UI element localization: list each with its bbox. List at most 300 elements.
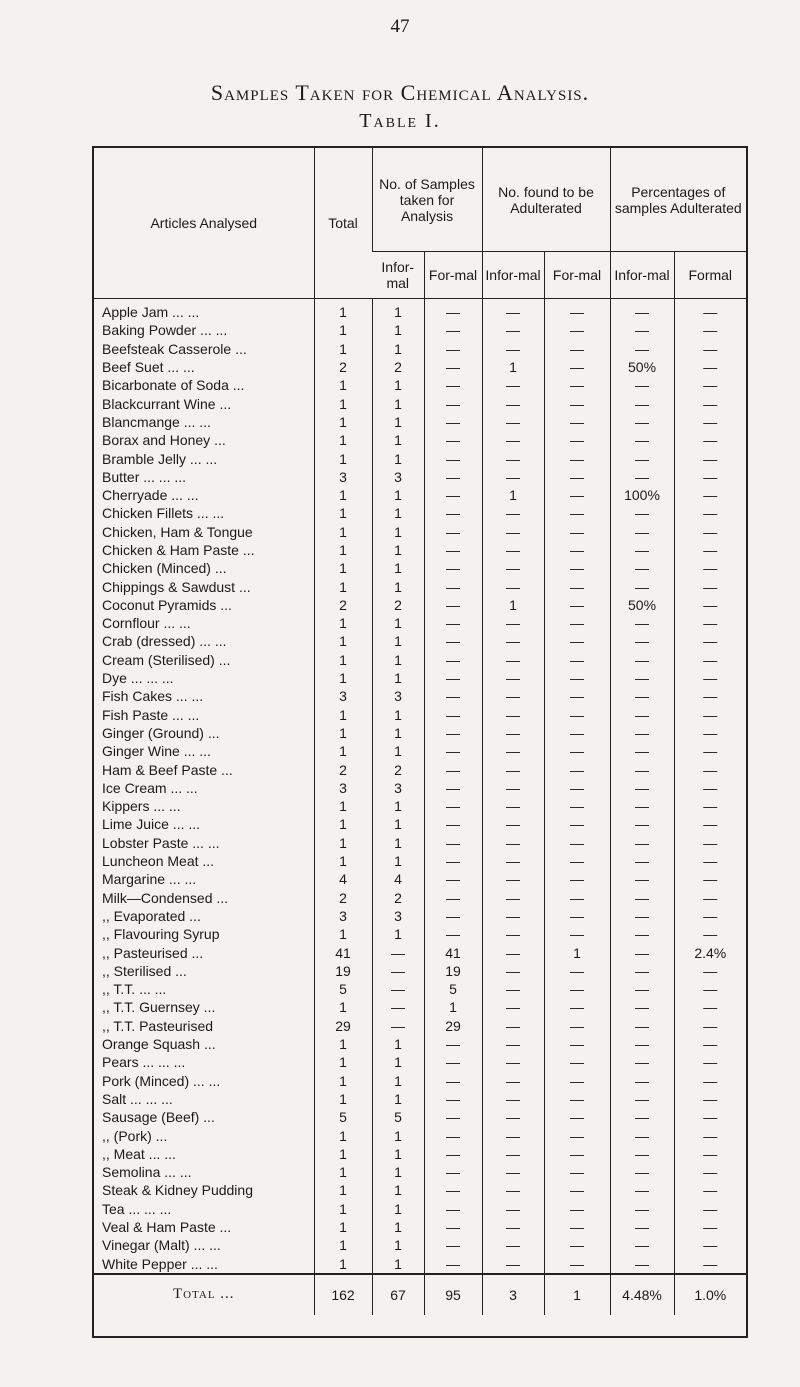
table-cell: 1 [314,1236,372,1254]
table-cell: — [544,687,610,705]
table-row [94,1108,746,1126]
table-cell: 50% [610,596,674,614]
table-cell: — [610,632,674,650]
table-cell: — [544,651,610,669]
table-cell: 1 [314,449,372,467]
article-name: Ice Cream ... ... [102,779,198,796]
table-cell: — [544,577,610,595]
table-cell: — [610,1017,674,1035]
table-cell: — [424,614,482,632]
table-cell: — [482,468,544,486]
table-cell: — [372,998,424,1016]
table-cell: — [482,834,544,852]
table-row [94,1017,746,1035]
table-cell: — [544,1236,610,1254]
table-cell: 1 [372,1181,424,1199]
table-cell: — [482,1126,544,1144]
table-cell: — [424,413,482,431]
table-cell: — [544,504,610,522]
table-cell: — [610,1218,674,1236]
table-cell: 1 [314,852,372,870]
table-cell: — [674,299,746,322]
table-cell: — [424,870,482,888]
article-name: Butter ... ... ... [102,468,187,485]
table-row [94,943,746,961]
table-cell: — [482,962,544,980]
table-cell: 2 [314,760,372,778]
table-cell: — [610,1181,674,1199]
table-cell: 1 [314,1071,372,1089]
table-cell: — [674,815,746,833]
article-name: Beef Suet ... ... [102,359,195,376]
table-cell: 29 [314,1017,372,1035]
table-cell: 1 [314,815,372,833]
totals-cell: 162 [314,1274,372,1315]
table-cell: — [544,815,610,833]
table-cell: — [424,760,482,778]
table-cell: — [674,907,746,925]
table-cell: — [482,1017,544,1035]
table-cell: — [610,742,674,760]
table-cell: 1 [372,1035,424,1053]
table-cell: — [674,651,746,669]
table-cell: — [674,797,746,815]
table-row [94,779,746,797]
table-cell: — [610,1145,674,1163]
table-cell: 1 [314,1090,372,1108]
table-cell: — [610,797,674,815]
table-row [94,724,746,742]
table-cell: — [424,1181,482,1199]
table-cell: — [482,669,544,687]
table-cell: — [372,962,424,980]
table-cell: — [482,1053,544,1071]
table-row [94,742,746,760]
table-cell: — [544,1163,610,1181]
table-cell: — [424,358,482,376]
table-cell: — [610,907,674,925]
analysis-table-frame [92,146,748,1338]
table-cell: — [424,687,482,705]
table-cell: — [424,577,482,595]
table-row [94,468,746,486]
table-cell: 1 [314,1200,372,1218]
table-cell: — [674,1035,746,1053]
table-cell: 1 [314,998,372,1016]
table-cell: 1 [314,340,372,358]
table-cell: 1 [372,1236,424,1254]
table-cell: 3 [314,687,372,705]
table-cell: 19 [424,962,482,980]
article-name: Chicken & Ham Paste ... [102,542,255,558]
table-cell: — [482,925,544,943]
table-cell: 1 [372,724,424,742]
table-cell: — [610,724,674,742]
table-cell: — [544,1181,610,1199]
article-name: Semolina ... ... [102,1164,192,1181]
table-cell: — [424,559,482,577]
table-cell: — [674,449,746,467]
table-cell: — [482,706,544,724]
table-row [94,1090,746,1108]
table-cell: 1 [372,797,424,815]
article-name: Coconut Pyramids ... [102,596,232,613]
table-cell: 3 [314,907,372,925]
table-cell: — [544,1108,610,1126]
table-cell: — [674,724,746,742]
table-row [94,504,746,522]
article-name: Ginger (Ground) ... [102,724,220,741]
article-name: Pork (Minced) ... ... [102,1072,221,1089]
table-cell: 1 [372,1145,424,1163]
table-row [94,834,746,852]
table-cell: — [610,321,674,339]
table-cell: 1 [314,577,372,595]
table-cell: — [482,340,544,358]
table-cell: — [544,889,610,907]
table-cell: — [482,431,544,449]
table-cell: — [610,815,674,833]
table-cell: — [610,651,674,669]
article-name: Borax and Honey ... [102,432,226,449]
table-cell: — [610,1254,674,1273]
table-cell: — [674,1200,746,1218]
table-cell: — [674,596,746,614]
table-row [94,632,746,650]
table-cell: — [424,1254,482,1273]
table-cell: 1 [424,998,482,1016]
table-cell: — [372,980,424,998]
article-name: Sausage (Beef) ... [102,1109,215,1126]
table-cell: — [482,779,544,797]
table-cell: — [424,596,482,614]
table-cell: — [610,431,674,449]
table-cell: 1 [372,559,424,577]
table-cell: — [424,1035,482,1053]
table-cell: — [424,541,482,559]
table-cell: — [674,358,746,376]
article-name: Blancmange ... ... [102,413,211,430]
header-percent-formal: Formal [674,252,746,299]
article-name: Chippings & Sawdust ... [102,578,251,595]
article-name: Bramble Jelly ... ... [102,450,218,467]
table-cell: — [482,1200,544,1218]
table-row [94,706,746,724]
header-samples-taken: No. of Samples taken for Analysis [372,148,482,252]
table-cell: 1 [372,742,424,760]
table-row [94,486,746,504]
article-name: Milk—Condensed ... [102,889,229,906]
table-cell: — [544,321,610,339]
table-cell: — [544,1254,610,1273]
table-row [94,1236,746,1254]
table-cell: 4 [314,870,372,888]
table-cell: 1 [372,815,424,833]
table-row [94,907,746,925]
table-cell: — [424,1126,482,1144]
table-cell: — [372,943,424,961]
table-cell: — [424,504,482,522]
table-cell: — [424,925,482,943]
table-cell: — [482,1218,544,1236]
article-name: Blackcurrant Wine ... [102,395,232,412]
table-cell: — [610,559,674,577]
table-row [94,925,746,943]
table-cell: — [424,834,482,852]
table-cell: — [482,376,544,394]
table-cell: 2 [372,358,424,376]
table-cell: — [610,1200,674,1218]
table-cell: — [424,376,482,394]
table-cell: — [482,541,544,559]
article-name: Veal & Ham Paste ... [102,1218,232,1235]
article-name: White Pepper ... ... [102,1255,218,1272]
table-row [94,394,746,412]
table-row [94,449,746,467]
table-cell: 1 [314,1163,372,1181]
table-cell: — [674,834,746,852]
table-cell: — [424,1218,482,1236]
table-cell: — [674,1236,746,1254]
table-cell: 1 [314,834,372,852]
article-name: Lime Juice ... ... [102,816,201,833]
table-cell: 1 [372,449,424,467]
table-cell: 1 [314,1218,372,1236]
table-cell: — [674,1108,746,1126]
table-cell: — [674,541,746,559]
article-name: Kippers ... ... [102,798,181,815]
table-cell: 2 [372,760,424,778]
table-cell: — [610,1108,674,1126]
article-name: Chicken, Ham & Tongue [102,523,253,540]
table-cell: — [544,299,610,322]
article-name: Ham & Beef Paste ... [102,761,233,778]
table-cell: — [544,431,610,449]
table-cell: — [544,1035,610,1053]
table-cell: — [544,486,610,504]
table-cell: — [544,724,610,742]
table-cell: — [674,523,746,541]
table-cell: — [610,962,674,980]
table-cell: 1 [314,1126,372,1144]
table-row [94,358,746,376]
table-cell: — [544,1071,610,1089]
table-cell: — [482,760,544,778]
table-cell: 1 [314,925,372,943]
article-name: Chicken Fillets ... ... [102,505,225,522]
table-cell: — [544,834,610,852]
table-cell: — [610,1071,674,1089]
table-cell: — [610,998,674,1016]
table-cell: — [544,1090,610,1108]
table-cell: — [482,577,544,595]
header-percent-informal: Infor-mal [610,252,674,299]
article-name: Pears ... ... ... [102,1054,186,1071]
table-cell: — [424,394,482,412]
table-cell: — [424,1053,482,1071]
table-cell: 1 [372,321,424,339]
page-title: Samples Taken for Chemical Analysis. [210,80,590,105]
table-row [94,413,746,431]
table-cell: — [544,925,610,943]
table-cell: — [674,559,746,577]
totals-cell: 4.48% [610,1274,674,1315]
table-cell: — [424,779,482,797]
article-name: Baking Powder ... ... [102,322,228,339]
table-cell: 1 [372,486,424,504]
table-row [94,889,746,907]
table-cell: — [674,1218,746,1236]
table-body [94,299,746,1274]
totals-cell: 3 [482,1274,544,1315]
table-cell: — [482,815,544,833]
table-cell: — [544,1218,610,1236]
table-cell: 5 [314,1108,372,1126]
table-cell: — [674,614,746,632]
table-row [94,1071,746,1089]
table-cell: — [610,577,674,595]
table-cell: — [610,504,674,522]
table-cell: 1 [314,431,372,449]
table-cell: 3 [372,907,424,925]
table-cell: — [610,852,674,870]
table-cell: 1 [314,706,372,724]
table-cell: 2 [314,889,372,907]
table-row [94,541,746,559]
table-row [94,577,746,595]
table-cell: — [482,1108,544,1126]
table-cell: — [482,1236,544,1254]
totals-cell: 67 [372,1274,424,1315]
table-cell: — [610,394,674,412]
table-cell: — [544,523,610,541]
table-cell: — [674,980,746,998]
table-cell: — [610,541,674,559]
table-cell: — [610,299,674,322]
table-cell: 1 [372,1053,424,1071]
table-cell: — [544,376,610,394]
table-cell: 1 [372,669,424,687]
table-cell: 1 [372,376,424,394]
article-name: ,, Pasteurised ... [102,944,204,961]
table-cell: — [424,669,482,687]
table-cell: — [482,559,544,577]
table-cell: — [674,1017,746,1035]
table-cell: — [424,340,482,358]
table-row [94,596,746,614]
table-cell: 1 [372,632,424,650]
table-cell: — [674,870,746,888]
table-cell: — [544,1017,610,1035]
table-cell: — [424,1108,482,1126]
article-name: Vinegar (Malt) ... ... [102,1237,221,1254]
table-cell: 1 [314,1181,372,1199]
table-cell: — [610,943,674,961]
table-cell: 1 [372,523,424,541]
table-row [94,340,746,358]
article-name: Dye ... ... ... [102,670,174,687]
table-cell: — [610,1090,674,1108]
table-cell: 1 [314,1053,372,1071]
table-cell: — [424,449,482,467]
table-row [94,1126,746,1144]
table-cell: — [674,431,746,449]
table-cell: — [482,687,544,705]
table-cell: — [482,1145,544,1163]
table-cell: — [674,340,746,358]
table-cell: 1 [372,1126,424,1144]
table-cell: 1 [314,724,372,742]
table-cell: — [544,559,610,577]
table-cell: — [674,1126,746,1144]
table-cell: — [482,889,544,907]
article-name: Fish Paste ... ... [102,706,200,723]
table-cell: — [544,541,610,559]
table-cell: — [544,1145,610,1163]
header-articles: Articles Analysed [150,215,258,231]
table-cell: 1 [314,376,372,394]
table-cell: — [424,486,482,504]
article-name: Bicarbonate of Soda ... [102,377,245,394]
article-name: Tea ... ... ... [102,1200,172,1217]
table-cell: — [482,614,544,632]
table-cell: 1 [372,852,424,870]
table-row [94,559,746,577]
header-samples-informal: Infor-mal [372,252,424,299]
table-cell: — [424,815,482,833]
table-cell: — [544,1200,610,1218]
table-row [94,980,746,998]
table-cell: 1 [314,321,372,339]
table-cell: 1 [372,834,424,852]
table-cell: — [674,889,746,907]
table-cell: — [610,468,674,486]
table-cell: — [610,1053,674,1071]
table-cell: — [424,431,482,449]
table-cell: — [674,687,746,705]
table-cell: — [674,376,746,394]
table-cell: 2.4% [674,943,746,961]
table-cell: 3 [314,468,372,486]
table-cell: — [674,1145,746,1163]
table-cell: — [544,742,610,760]
table-cell: — [482,907,544,925]
table-cell: — [424,299,482,322]
table-cell: — [424,1200,482,1218]
table-row [94,1035,746,1053]
table-cell: 2 [372,596,424,614]
table-cell: 5 [372,1108,424,1126]
table-cell: — [610,376,674,394]
table-cell: 1 [314,614,372,632]
article-name: Ginger Wine ... ... [102,743,211,760]
table-cell: 1 [372,651,424,669]
table-cell: — [544,980,610,998]
table-cell: — [544,797,610,815]
table-cell: — [610,834,674,852]
table-cell: — [424,523,482,541]
table-cell: — [674,504,746,522]
table-cell: 1 [372,413,424,431]
table-cell: — [610,413,674,431]
table-cell: — [674,1090,746,1108]
table-cell: — [610,1126,674,1144]
header-adulterated-informal: Infor-mal [482,252,544,299]
table-cell: 1 [372,299,424,322]
table-row [94,1254,746,1273]
table-cell: — [482,1071,544,1089]
table-cell: — [424,321,482,339]
